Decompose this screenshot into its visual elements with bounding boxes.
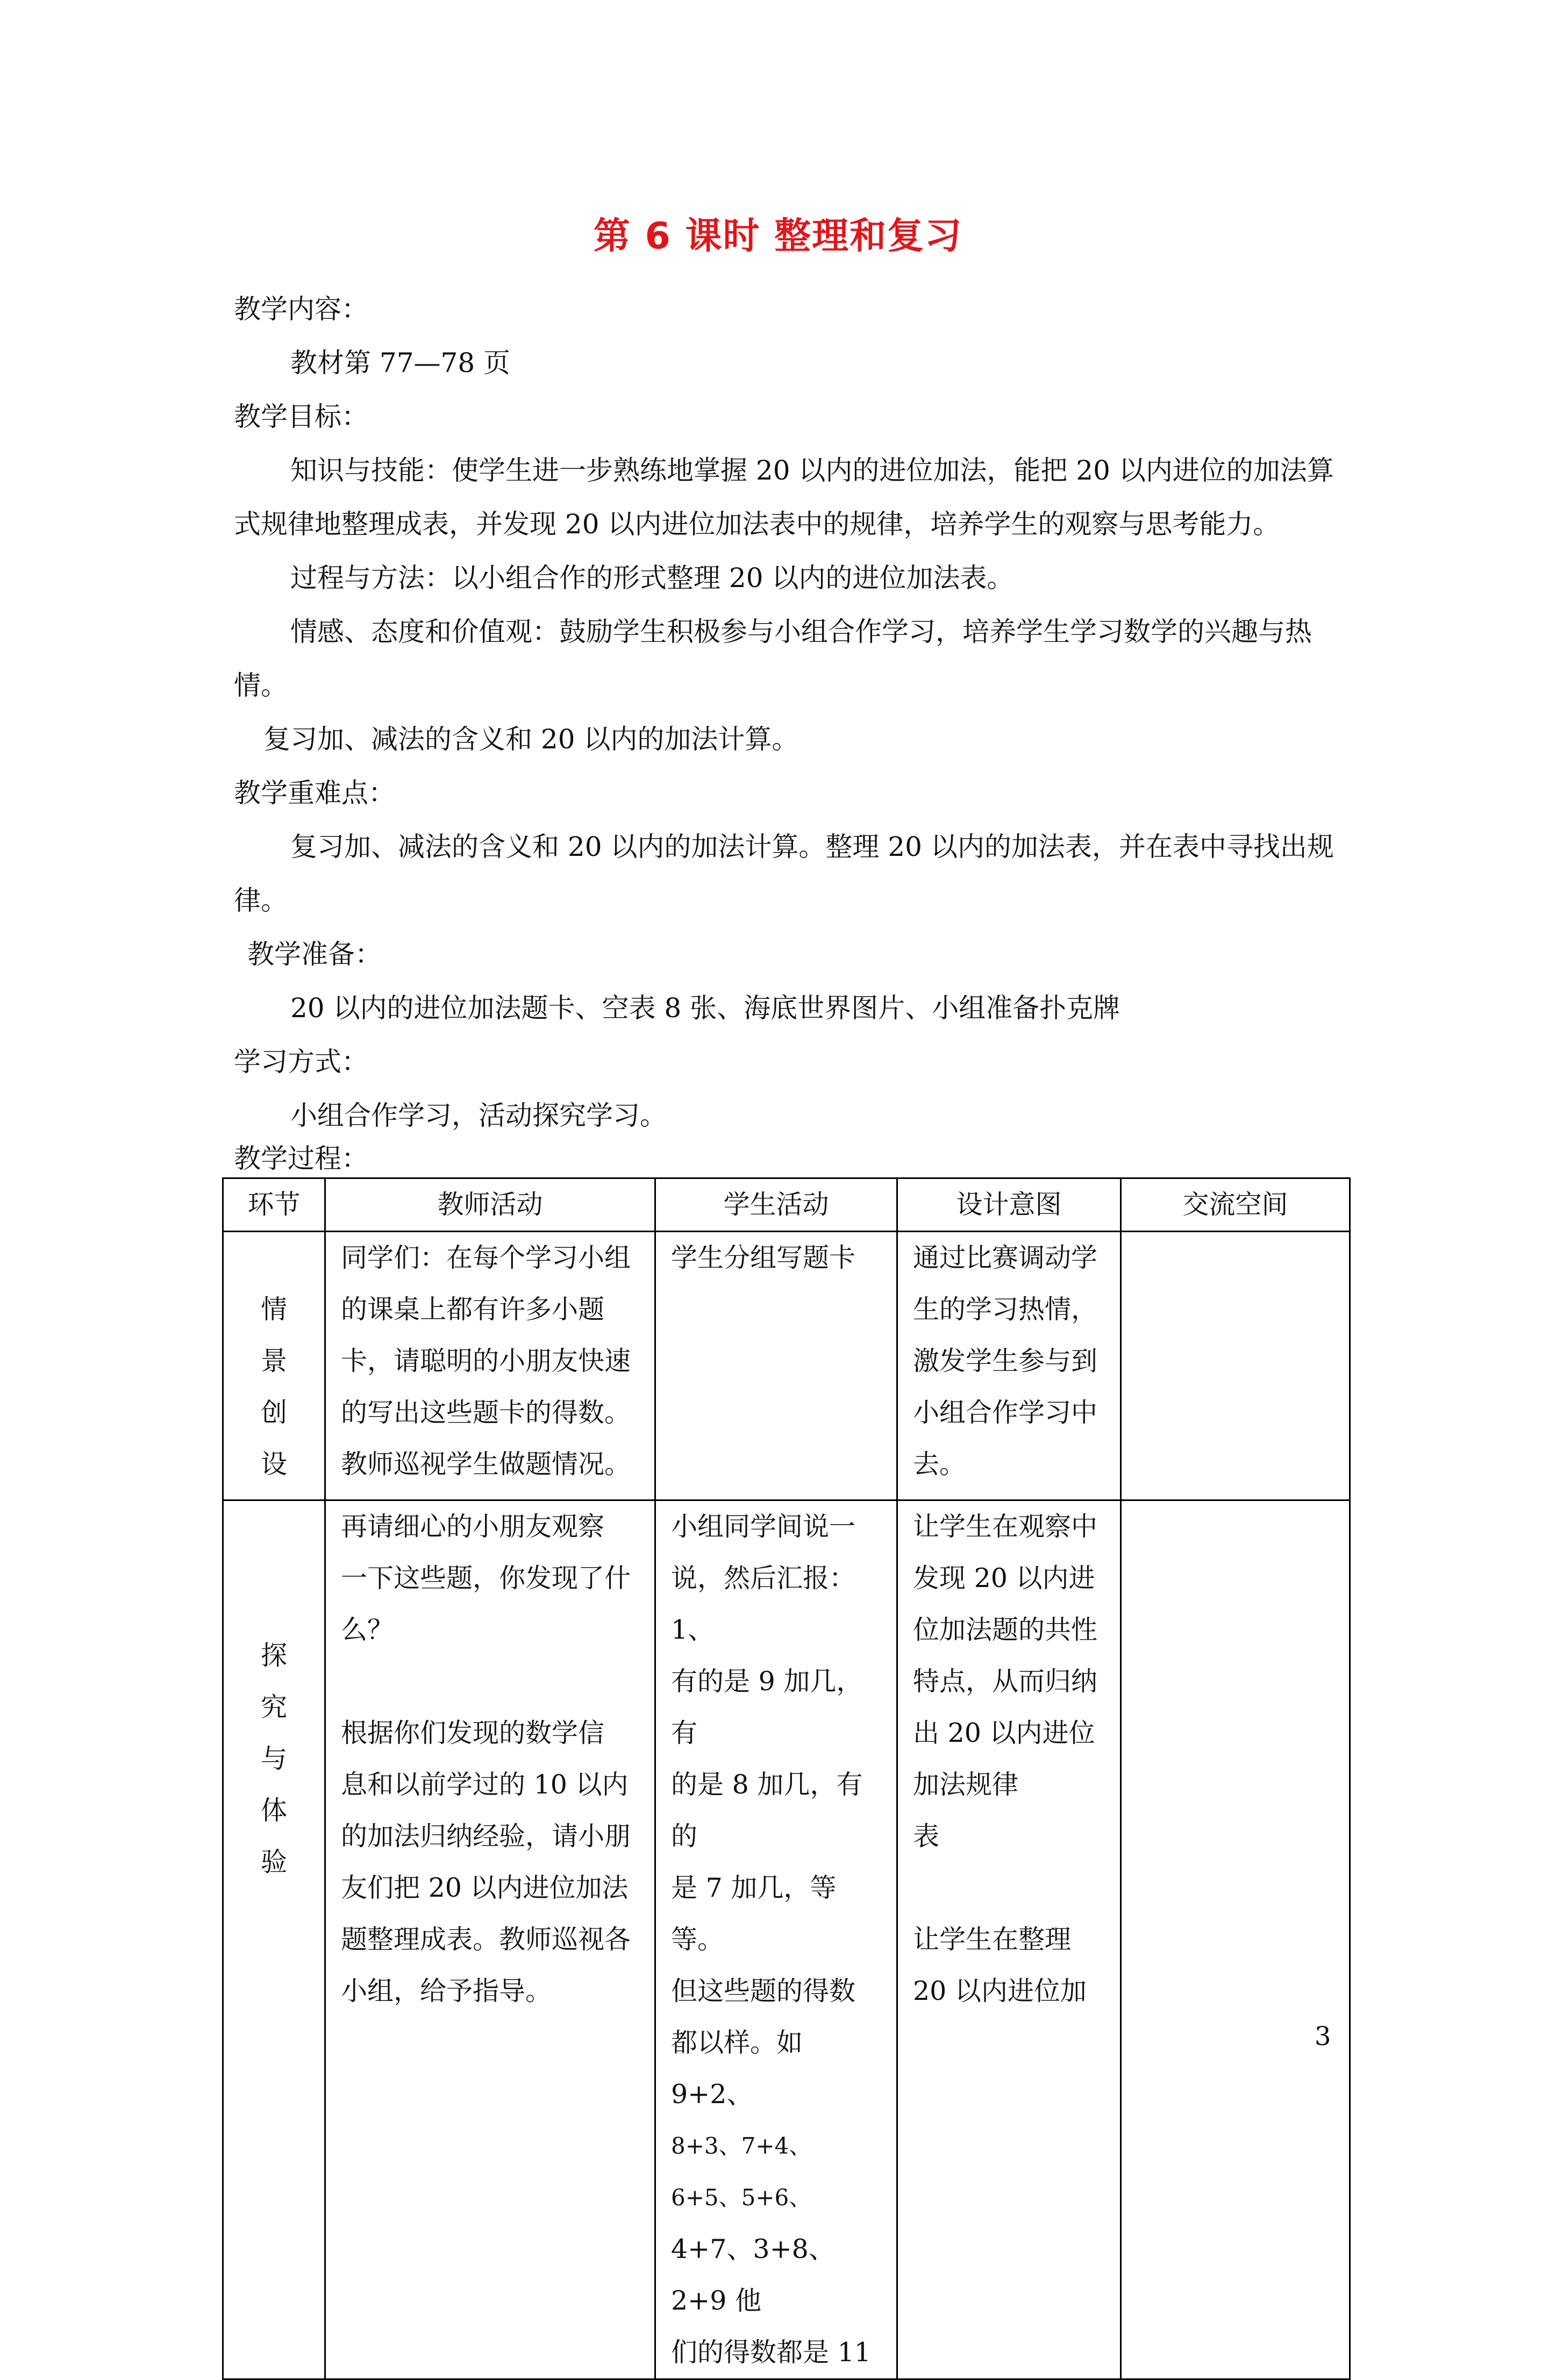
text-line: 生的学习热情， [913,1294,1098,1325]
exchange-space-cell [1121,1232,1350,1500]
text-line: 让学生在整理 [913,1924,1072,1955]
text-line: 8+3、7+4、6+5、5+6、 [671,2133,812,2211]
content-label: 教学内容： [234,294,368,325]
student-activity-cell [655,1232,897,1500]
process-label: 教学过程： [234,1143,368,1174]
text-line: 去。 [913,1449,966,1480]
exchange-space-cell [1121,1500,1350,2379]
text-line: 题整理成表。教师巡视各 [341,1924,631,1955]
student-activity-cell [655,1500,897,2379]
goal-attitude-line2: 情。 [234,670,288,701]
table-header-row [223,1178,1350,1232]
stage-cell [223,1500,325,2379]
table-row [223,1232,1350,1500]
text-line: 的课桌上都有许多小题 [341,1294,605,1325]
prep-text: 20 以内的进位加法题卡、空表 8 张、海底世界图片、小组准备扑克牌 [290,992,1120,1024]
text-line: 同学们：在每个学习小组 [341,1242,631,1273]
header-teacher: 教师活动 [325,1178,655,1232]
text-line: 么？ [341,1614,394,1645]
key-text-line1: 复习加、减法的含义和 20 以内的加法计算。整理 20 以内的加法表，并在表中寻找出规 [290,831,1334,862]
stage-char: 验 [260,1847,287,1877]
text-line: 小组，给予指导。 [341,1976,552,2006]
goal-skill-line1: 知识与技能：使学生进一步熟练地掌握 20 以内的进位加法，能把 20 以内进位的加法算 [290,455,1334,486]
key-label: 教学重难点： [234,777,395,809]
stage-char: 与 [260,1743,287,1774]
text-line: 是 7 加几，等等。 [671,1872,837,1955]
goal-process: 过程与方法：以小组合作的形式整理 20 以内的进位加法表。 [290,562,1014,594]
text-line: 发现 20 以内进 [913,1563,1095,1593]
text-line: 出 20 以内进位 [913,1718,1095,1748]
stage-char: 情 [260,1294,287,1325]
text-line: 说，然后汇报：1、 [671,1563,856,1645]
goal-skill-line2: 式规律地整理成表，并发现 20 以内进位加法表中的规律，培养学生的观察与思考能力。 [234,509,1280,540]
text-line: 特点，从而归纳 [913,1666,1098,1697]
text-line: 都以样。如 9+2、 [671,2027,803,2110]
text-line: 息和以前学过的 10 以内 [341,1769,629,1800]
text-line: 的是 8 加几，有的 [671,1769,863,1852]
process-table [222,1177,1351,2380]
stage-cell [223,1232,325,1500]
text-line: 通过比赛调动学 [913,1242,1098,1273]
stage-char: 探 [260,1640,287,1671]
text-line: 们的得数都是 11 [671,2337,871,2368]
page-title: 第 6 课时 整理和复习 [593,215,963,258]
text-line: 位加法题的共性 [913,1614,1098,1645]
text-line: 卡，请聪明的小朋友快速 [341,1346,631,1376]
text-line: 小组合作学习中 [913,1397,1098,1428]
text-line: 小组同学间说一 [671,1511,856,1542]
key-text-line2: 律。 [234,885,288,916]
text-line: 加法规律 [913,1769,1019,1800]
text-line: 4+7、3+8、2+9 他 [671,2234,835,2316]
text-line: 学生分组写题卡 [671,1242,856,1273]
header-space: 交流空间 [1121,1178,1350,1232]
design-intent-cell [897,1500,1121,2379]
stage-char: 体 [260,1795,287,1826]
method-text: 小组合作学习，活动探究学习。 [290,1100,667,1131]
text-line: 的写出这些题卡的得数。 [341,1397,631,1428]
text-line: 但这些题的得数 [671,1976,856,2006]
text-line: 的加法归纳经验，请小朋 [341,1821,631,1852]
text-line: 有的是 9 加几，有 [671,1666,863,1748]
page-number: 3 [1315,2021,1331,2052]
text-line: 让学生在观察中 [913,1511,1098,1542]
stage-char: 设 [260,1449,287,1480]
text-line: 根据你们发现的数学信 [341,1718,605,1748]
stage-char: 创 [260,1397,287,1428]
text-line: 再请细心的小朋友观察 [341,1511,605,1542]
table-row [223,1500,1350,2379]
stage-char: 究 [260,1692,287,1723]
goal-review: 复习加、减法的含义和 20 以内的加法计算。 [263,724,799,755]
teacher-activity-cell [325,1500,655,2379]
text-line: 激发学生参与到 [913,1346,1098,1376]
goal-label: 教学目标： [234,401,368,432]
text-line: 友们把 20 以内进位加法 [341,1872,629,1903]
text-line: 一下这些题，你发现了什 [341,1563,631,1593]
goal-attitude-line1: 情感、态度和价值观：鼓励学生积极参与小组合作学习，培养学生学习数学的兴趣与热 [290,616,1312,647]
header-intent: 设计意图 [897,1178,1121,1232]
teacher-activity-cell [325,1232,655,1500]
text-line: 20 以内进位加 [913,1976,1087,2006]
text-line: 教师巡视学生做题情况。 [341,1449,631,1480]
text-line: 表 [913,1821,940,1852]
method-label: 学习方式： [234,1046,368,1077]
stage-char: 景 [260,1346,287,1376]
header-student: 学生活动 [655,1178,897,1232]
prep-label: 教学准备： [247,939,382,970]
design-intent-cell [897,1232,1121,1500]
content-text: 教材第 77—78 页 [290,347,511,378]
header-stage: 环节 [223,1178,325,1232]
